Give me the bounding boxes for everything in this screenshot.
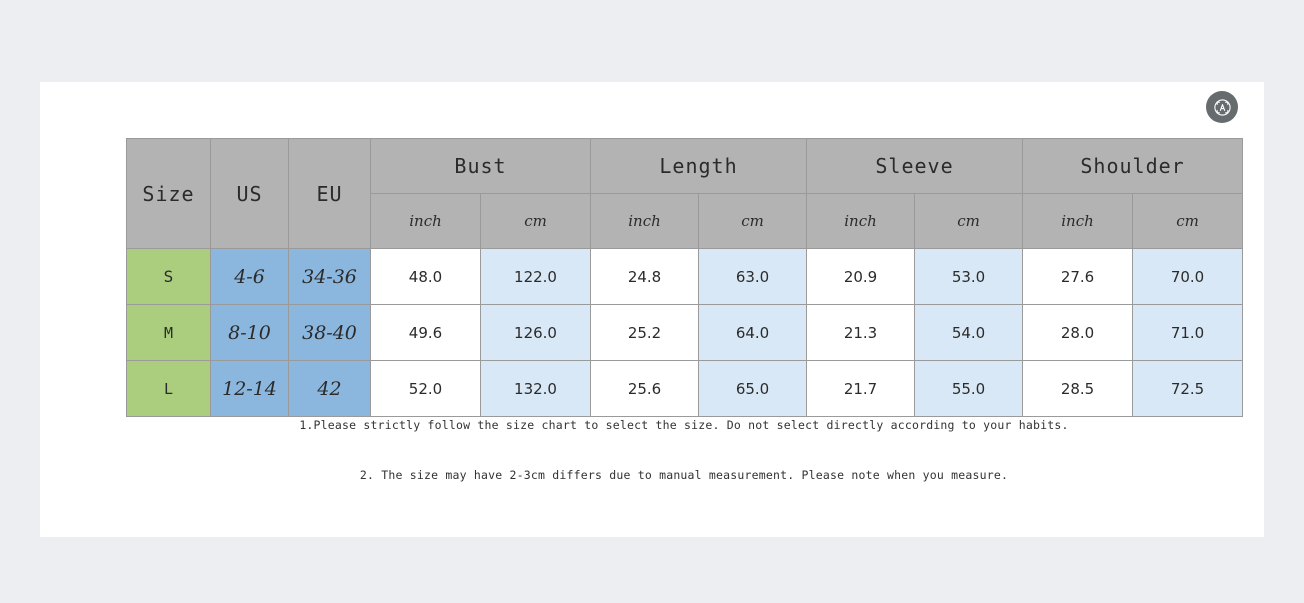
- table-header-row-groups: [127, 139, 1243, 194]
- header-length: Length: [591, 139, 807, 194]
- cell-bust-cm: 132.0: [481, 361, 591, 417]
- cell-bust-cm: 126.0: [481, 305, 591, 361]
- header-sleeve-cm: cm: [915, 194, 1023, 249]
- document-page: [40, 82, 1264, 537]
- table-row: [127, 361, 1243, 417]
- cell-size: S: [127, 249, 211, 305]
- cell-eu: 42: [289, 361, 371, 417]
- cell-sleeve-inch: 21.7: [807, 361, 915, 417]
- header-length-cm: cm: [699, 194, 807, 249]
- cell-length-cm: 64.0: [699, 305, 807, 361]
- cell-sleeve-cm: 53.0: [915, 249, 1023, 305]
- table-row: [127, 249, 1243, 305]
- header-us: US: [211, 139, 289, 249]
- cell-shoulder-cm: 70.0: [1133, 249, 1243, 305]
- size-chart-table: [126, 138, 1243, 417]
- cell-sleeve-inch: 20.9: [807, 249, 915, 305]
- cell-length-inch: 24.8: [591, 249, 699, 305]
- header-bust-cm: cm: [481, 194, 591, 249]
- header-length-inch: inch: [591, 194, 699, 249]
- cell-us: 12-14: [211, 361, 289, 417]
- header-bust: Bust: [371, 139, 591, 194]
- cell-bust-cm: 122.0: [481, 249, 591, 305]
- cell-length-inch: 25.6: [591, 361, 699, 417]
- cell-bust-inch: 52.0: [371, 361, 481, 417]
- header-eu: EU: [289, 139, 371, 249]
- table-row: [127, 305, 1243, 361]
- cell-shoulder-inch: 28.0: [1023, 305, 1133, 361]
- cell-sleeve-cm: 54.0: [915, 305, 1023, 361]
- cell-size: M: [127, 305, 211, 361]
- cell-shoulder-inch: 28.5: [1023, 361, 1133, 417]
- zoom-expand-icon[interactable]: [1206, 91, 1238, 123]
- header-size: Size: [127, 139, 211, 249]
- cell-sleeve-cm: 55.0: [915, 361, 1023, 417]
- note-line-1: 1.Please strictly follow the size chart to select the size. Do not select directly according to your habits.: [299, 418, 1069, 432]
- cell-length-cm: 65.0: [699, 361, 807, 417]
- cell-sleeve-inch: 21.3: [807, 305, 915, 361]
- note-line-2: 2. The size may have 2-3cm differs due to manual measurement. Please note when you measure.: [359, 468, 1009, 482]
- header-shoulder-inch: inch: [1023, 194, 1133, 249]
- cell-bust-inch: 49.6: [371, 305, 481, 361]
- header-sleeve: Sleeve: [807, 139, 1023, 194]
- cell-eu: 34-36: [289, 249, 371, 305]
- notes-section: [126, 418, 1242, 518]
- header-sleeve-inch: inch: [807, 194, 915, 249]
- size-chart-container: [126, 138, 1242, 417]
- header-shoulder-cm: cm: [1133, 194, 1243, 249]
- cell-bust-inch: 48.0: [371, 249, 481, 305]
- cell-shoulder-inch: 27.6: [1023, 249, 1133, 305]
- header-shoulder: Shoulder: [1023, 139, 1243, 194]
- cell-us: 4-6: [211, 249, 289, 305]
- cell-length-inch: 25.2: [591, 305, 699, 361]
- cell-shoulder-cm: 71.0: [1133, 305, 1243, 361]
- cell-eu: 38-40: [289, 305, 371, 361]
- cell-length-cm: 63.0: [699, 249, 807, 305]
- cell-us: 8-10: [211, 305, 289, 361]
- header-bust-inch: inch: [371, 194, 481, 249]
- cell-shoulder-cm: 72.5: [1133, 361, 1243, 417]
- cell-size: L: [127, 361, 211, 417]
